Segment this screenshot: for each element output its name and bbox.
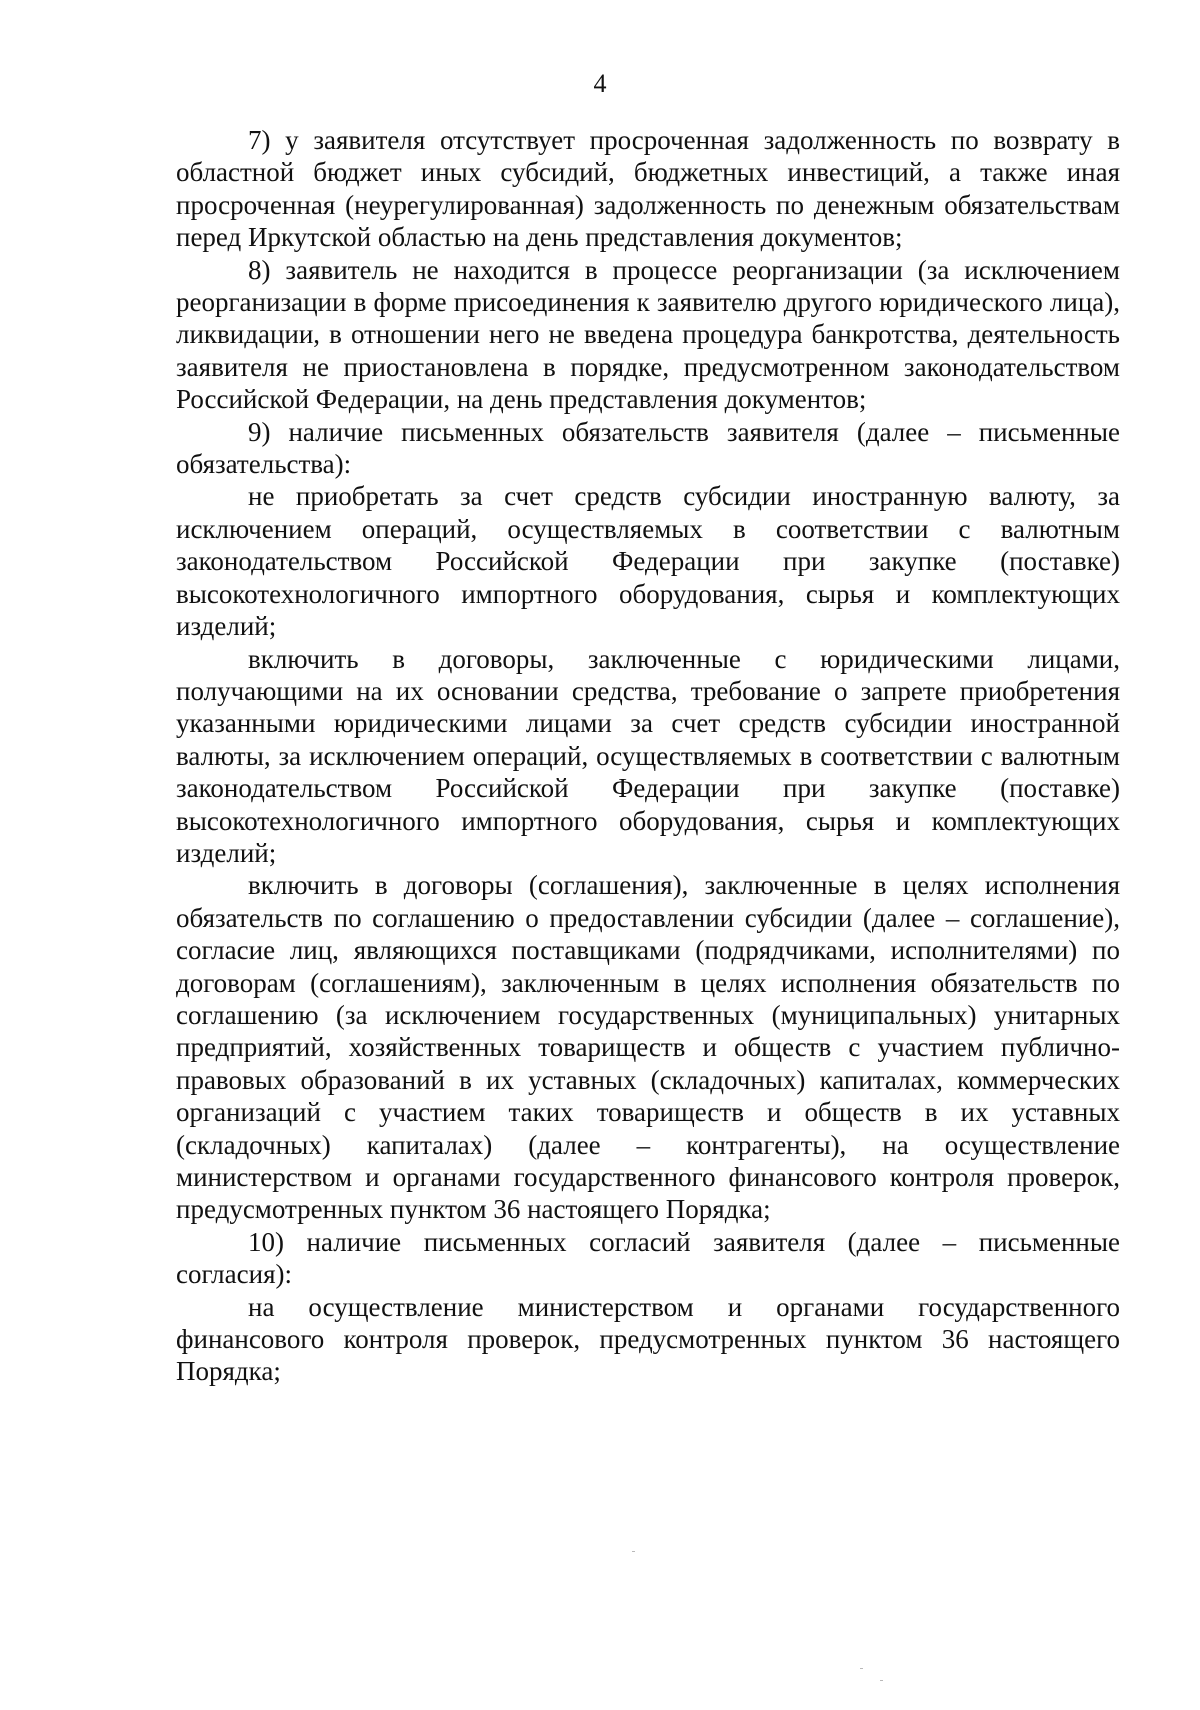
paragraph-item-7: 7) у заявителя отсутствует просроченная задолженность по возврату в областной бюджет иных субсидий, бюджетных инвестиций, а также иная просроченная (неурегулированная) задолженность по денежным обязательствам перед Иркутской областью на день представления документов; bbox=[176, 125, 1120, 253]
scan-speck bbox=[880, 1680, 883, 1681]
scan-speck bbox=[632, 1551, 635, 1552]
paragraph-item-8: 8) заявитель не находится в процессе реорганизации (за исключением реорганизации в форме присоединения к заявителю другого юридического лица), ликвидации, в отношении него не введена процедура банкротства, деятельность заявителя не приостановлена в порядке, предусмотренном законодательством Российской Федерации, на день представления документов; bbox=[176, 254, 1120, 415]
paragraph-item-10: 10) наличие письменных согласий заявителя (далее – письменные согласия): bbox=[176, 1226, 1120, 1290]
paragraph-consent-inspections: на осуществление министерством и органами государственного финансового контроля проверок, предусмотренных пунктом 36 настоящего Порядка; bbox=[176, 1291, 1120, 1387]
page-number: 4 bbox=[593, 69, 607, 98]
paragraph-obligation-contracts-consent: включить в договоры (соглашения), заключенные в целях исполнения обязательств по соглашению о предоставлении субсидии (далее – соглашение), согласие лиц, являющихся поставщиками (подрядчиками, исполнителями) по договорам (соглашениям), заключенным в целях исполнения обязательств по соглашению (за исключением государственных (муниципальных) унитарных предприятий, хозяйственных товариществ и обществ с участием публично-правовых образований в их уставных (складочных) капиталах, коммерческих организаций с участием таких товариществ и обществ в их уставных (складочных) капиталах) (далее – контрагенты), на осуществление министерством и органами государственного финансового контроля проверок, предусмотренных пунктом 36 настоящего Порядка; bbox=[176, 870, 1120, 1225]
document-body bbox=[176, 124, 1120, 1388]
paragraph-obligation-contracts-legal-entities: включить в договоры, заключенные с юридическими лицами, получающими на их основании средства, требование о запрете приобретения указанными юридическими лицами за счет средств субсидии иностранной валюты, за исключением операций, осуществляемых в соответствии с валютным законодательством Российской Федерации при закупке (поставке) высокотехнологичного импортного оборудования, сырья и комплектующих изделий; bbox=[176, 643, 1120, 868]
scan-speck bbox=[860, 1668, 863, 1669]
paragraph-item-9: 9) наличие письменных обязательств заявителя (далее – письменные обязательства): bbox=[176, 416, 1120, 480]
paragraph-obligation-currency: не приобретать за счет средств субсидии иностранную валюту, за исключением операций, осуществляемых в соответствии с валютным законодательством Российской Федерации при закупке (поставке) высокотехнологичного импортного оборудования, сырья и комплектующих изделий; bbox=[176, 481, 1120, 642]
